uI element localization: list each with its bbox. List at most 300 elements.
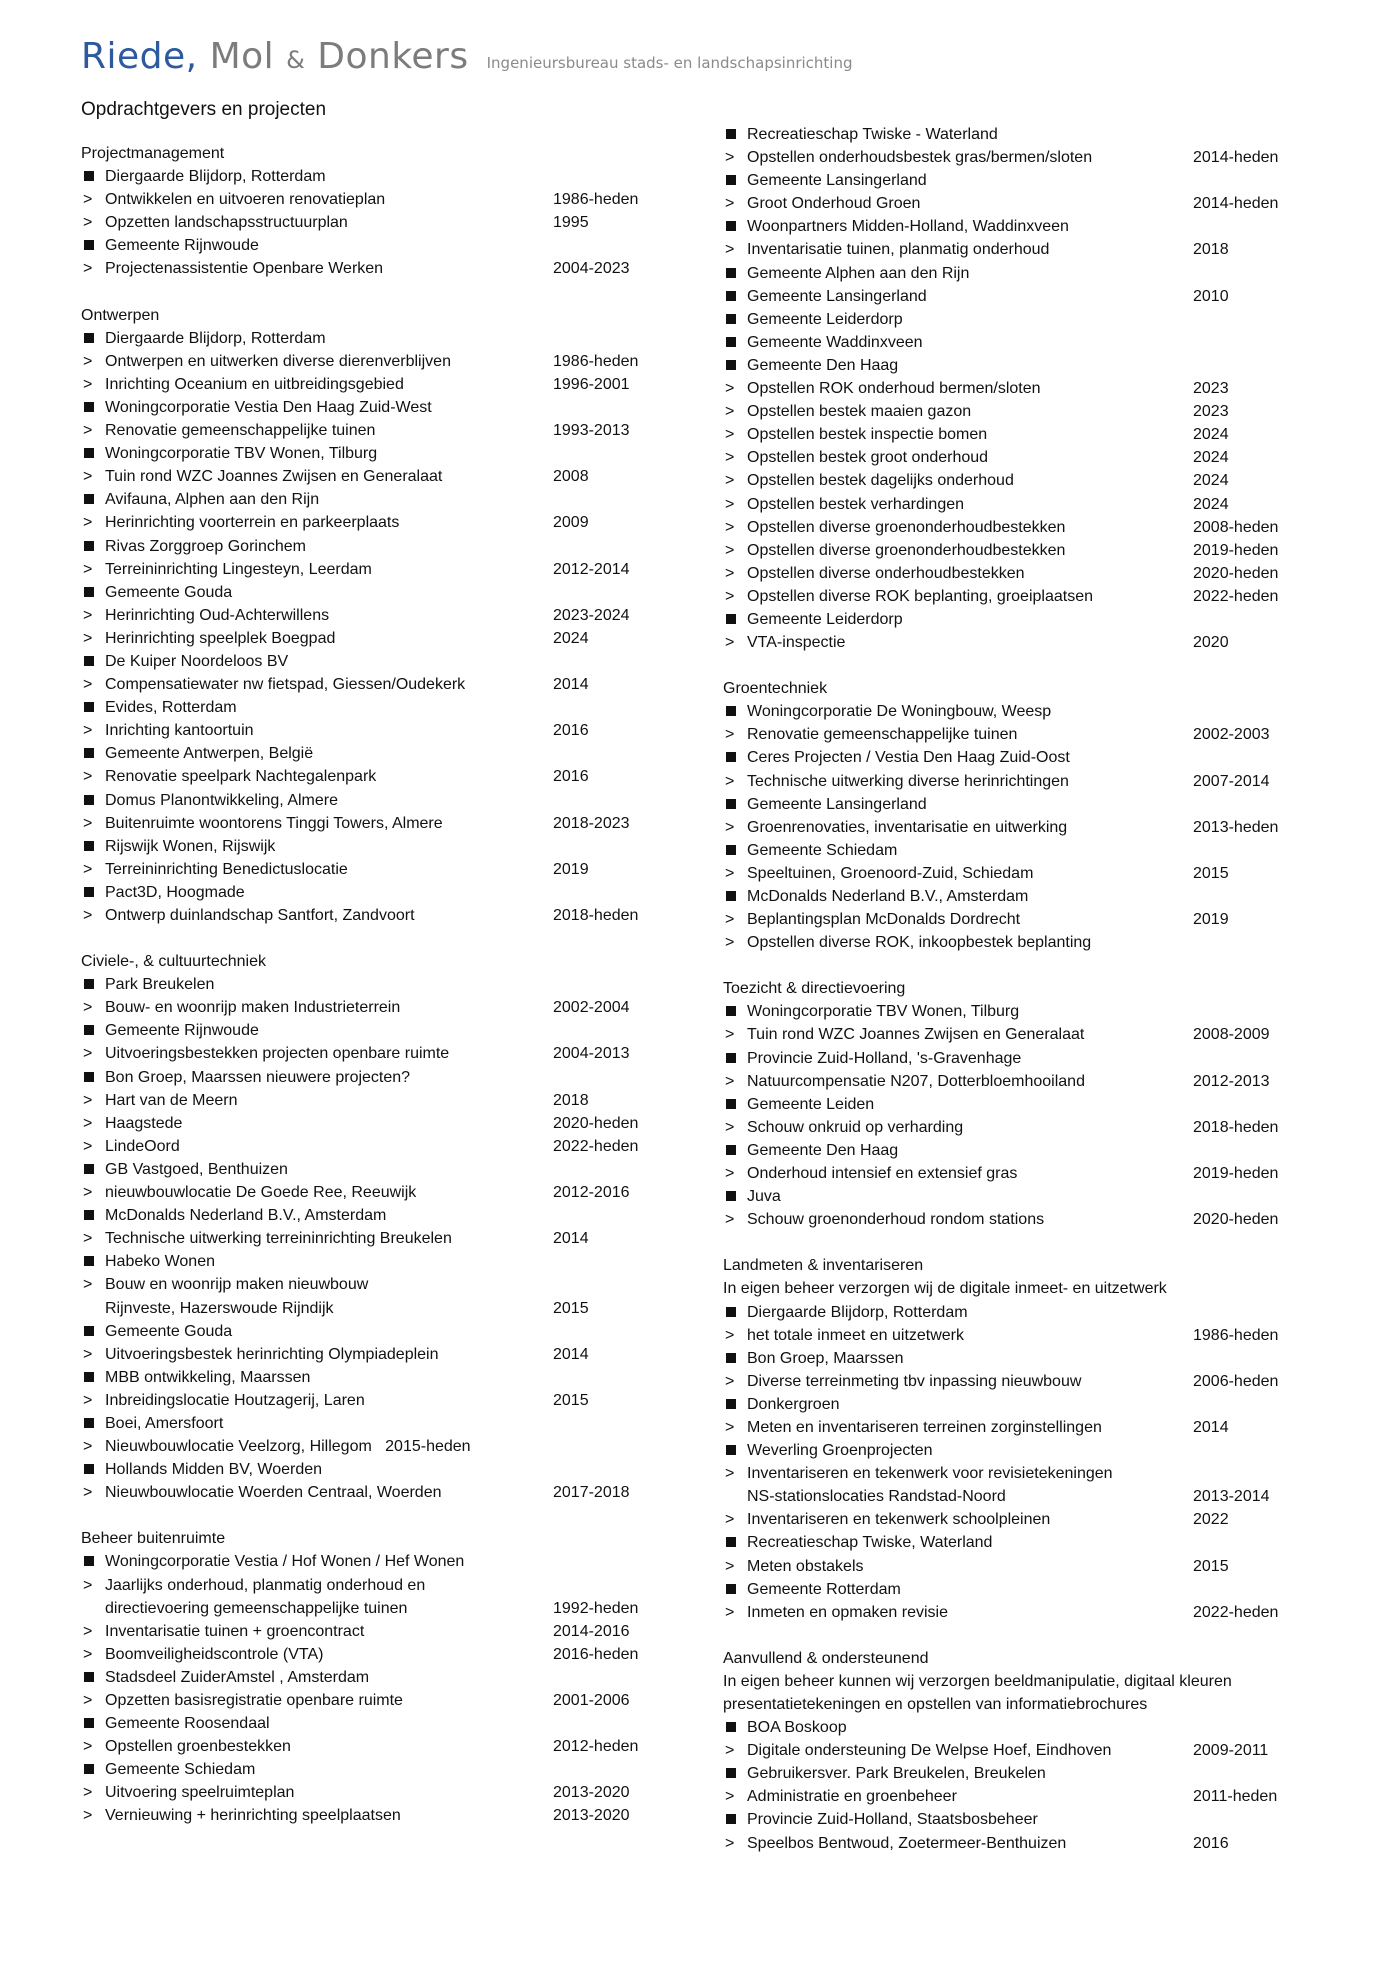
square-bullet-icon	[84, 1418, 94, 1428]
row-years: 2018	[553, 1091, 589, 1109]
arrow-bullet-icon: >	[83, 191, 93, 209]
client-row	[723, 1716, 1323, 1739]
client-row	[81, 1019, 681, 1042]
section-title: Beheer buitenruimte	[81, 1530, 226, 1548]
project-section	[81, 142, 681, 281]
row-years: 2023	[1193, 403, 1229, 421]
row-text: NS-stationslocaties Randstad-Noord	[747, 1488, 1006, 1506]
row-years: 2023-2024	[553, 606, 630, 624]
client-row	[81, 488, 681, 511]
client-row	[723, 354, 1323, 377]
arrow-bullet-icon: >	[83, 722, 93, 740]
project-row	[723, 770, 1323, 793]
square-bullet-icon	[84, 1556, 94, 1566]
row-text: Opstellen bestek inspectie bomen	[747, 426, 988, 444]
row-text: Digitale ondersteuning De Welpse Hoef, Eindhoven	[747, 1742, 1112, 1760]
project-section	[81, 1527, 681, 1827]
row-years: 1986-heden	[553, 352, 639, 370]
project-row	[81, 558, 681, 581]
square-bullet-icon	[726, 799, 736, 809]
row-text: Gemeente Waddinxveen	[747, 333, 923, 351]
project-row	[723, 423, 1323, 446]
client-row	[723, 1393, 1323, 1416]
row-text: McDonalds Nederland B.V., Amsterdam	[747, 888, 1029, 905]
arrow-bullet-icon: >	[83, 1230, 93, 1248]
arrow-bullet-icon: >	[83, 907, 93, 924]
square-bullet-icon	[726, 268, 736, 278]
square-bullet-icon	[726, 1307, 736, 1317]
client-row	[81, 1458, 681, 1481]
client-row	[723, 331, 1323, 354]
logo-mol: Mol	[209, 36, 275, 77]
arrow-bullet-icon: >	[725, 1026, 735, 1044]
arrow-bullet-icon: >	[83, 629, 93, 647]
arrow-bullet-icon: >	[725, 1834, 735, 1852]
row-years: 1993-2013	[553, 422, 630, 440]
row-text: Ontwerp duinlandschap Santfort, Zandvoort	[105, 907, 415, 924]
square-bullet-icon	[726, 891, 736, 901]
row-text: Herinrichting Oud-Achterwillens	[105, 606, 330, 624]
square-bullet-icon	[726, 1145, 736, 1155]
row-text: McDonalds Nederland B.V., Amsterdam	[105, 1207, 387, 1225]
row-text: Pact3D, Hoogmade	[105, 883, 245, 901]
project-row	[81, 1735, 681, 1758]
arrow-bullet-icon: >	[83, 1692, 93, 1709]
square-bullet-icon	[726, 1814, 736, 1824]
row-text: Gemeente Alphen aan den Rijn	[747, 264, 970, 282]
row-text: LindeOord	[105, 1137, 180, 1155]
arrow-bullet-icon: >	[725, 587, 735, 605]
arrow-bullet-icon: >	[83, 352, 93, 370]
client-row	[81, 835, 681, 858]
row-text: Technische uitwerking diverse herinrichtingen	[747, 772, 1069, 790]
row-text: Avifauna, Alphen aan den Rijn	[105, 491, 320, 509]
row-years: 2012-2013	[1193, 1072, 1270, 1090]
row-text: Herinrichting voorterrein en parkeerplaats	[105, 514, 400, 532]
row-years: 2002-2003	[1193, 726, 1270, 744]
project-row	[81, 1481, 681, 1504]
row-text: Ontwikkelen en uitvoeren renovatieplan	[105, 191, 386, 209]
row-years: 2022-heden	[1193, 587, 1279, 605]
square-bullet-icon	[726, 314, 736, 324]
client-row	[81, 234, 681, 257]
project-row	[723, 1832, 1323, 1855]
row-years: 2016	[553, 722, 589, 740]
row-text: het totale inmeet en uitzetwerk	[747, 1326, 965, 1344]
client-row	[81, 535, 681, 558]
square-bullet-icon	[84, 1326, 94, 1336]
row-years: 2015	[553, 1391, 589, 1409]
project-row	[723, 1370, 1323, 1393]
row-years: 2018-2023	[553, 814, 630, 832]
row-text: Gemeente Rotterdam	[747, 1580, 901, 1598]
row-years: 2024	[553, 629, 589, 647]
row-text: VTA-inspectie	[747, 634, 846, 652]
row-text: Uitvoering speelruimteplan	[105, 1784, 295, 1802]
row-years: 2011-heden	[1193, 1788, 1278, 1806]
section-title: Projectmanagement	[81, 145, 225, 162]
row-text: Opstellen diverse onderhoudbestekken	[747, 564, 1025, 582]
arrow-bullet-icon: >	[83, 422, 93, 440]
row-text: Opstellen diverse ROK, inkoopbestek beplanting	[747, 934, 1092, 952]
project-row	[723, 1739, 1323, 1762]
row-text: Gemeente Gouda	[105, 1322, 233, 1340]
project-row	[723, 1023, 1323, 1046]
row-text: Inventariseren en tekenwerk schoolpleinen	[747, 1511, 1051, 1529]
row-text: Woonpartners Midden-Holland, Waddinxveen	[747, 218, 1069, 236]
client-row	[723, 1139, 1323, 1162]
right-column	[723, 123, 1323, 1878]
row-text: Gebruikersver. Park Breukelen, Breukelen	[747, 1765, 1046, 1783]
row-text: Evides, Rotterdam	[105, 699, 237, 717]
arrow-bullet-icon: >	[725, 1118, 735, 1136]
row-text: Gemeente Leiderdorp	[747, 310, 903, 328]
project-row	[723, 1324, 1323, 1347]
arrow-bullet-icon: >	[83, 1114, 93, 1132]
client-row	[723, 746, 1323, 769]
row-years: 2024	[1193, 449, 1229, 467]
row-text: Gemeente Roosendaal	[105, 1715, 270, 1733]
arrow-bullet-icon: >	[83, 260, 93, 278]
row-text: MBB ontwikkeling, Maarssen	[105, 1368, 311, 1386]
logo-riede: Riede,	[81, 36, 198, 77]
square-bullet-icon	[726, 175, 736, 185]
row-years: 2008	[553, 468, 589, 486]
client-row	[723, 1439, 1323, 1462]
project-row	[81, 996, 681, 1019]
row-text: Gemeente Schiedam	[105, 1761, 256, 1779]
page-title: Opdrachtgevers en projecten	[81, 99, 327, 120]
arrow-bullet-icon: >	[83, 860, 93, 878]
row-text: Jaarlijks onderhoud, planmatig onderhoud en	[105, 1576, 426, 1594]
row-text: Renovatie gemeenschappelijke tuinen	[105, 422, 376, 440]
arrow-bullet-icon: >	[725, 1165, 735, 1183]
project-row-continued	[81, 1297, 681, 1320]
arrow-bullet-icon: >	[83, 768, 93, 786]
client-row	[81, 396, 681, 419]
row-text: Gemeente Leiderdorp	[747, 610, 903, 628]
square-bullet-icon	[84, 748, 94, 758]
row-text: Bouw- en woonrijp maken Industrieterrein	[105, 999, 401, 1017]
client-row	[723, 1000, 1323, 1023]
row-text: Nieuwbouwlocatie Veelzorg, Hillegom	[105, 1438, 372, 1456]
client-row	[723, 885, 1323, 908]
row-text: Terreininrichting Benedictuslocatie	[105, 860, 348, 878]
project-row	[81, 465, 681, 488]
client-row	[723, 123, 1323, 146]
row-years: 2020	[1193, 634, 1229, 652]
row-text: Compensatiewater nw fietspad, Giessen/Oudekerk	[105, 676, 466, 694]
square-bullet-icon	[726, 360, 736, 370]
arrow-bullet-icon: >	[725, 380, 735, 398]
arrow-bullet-icon: >	[725, 1788, 735, 1806]
arrow-bullet-icon: >	[83, 606, 93, 624]
client-row	[723, 1762, 1323, 1785]
row-text: Gemeente Den Haag	[747, 356, 899, 374]
row-years: 2012-2014	[553, 560, 630, 578]
client-row	[81, 1666, 681, 1689]
arrow-bullet-icon: >	[83, 1045, 93, 1063]
arrow-bullet-icon: >	[83, 999, 93, 1017]
project-row-continued	[723, 1485, 1323, 1508]
row-text: Renovatie gemeenschappelijke tuinen	[747, 726, 1018, 744]
arrow-bullet-icon: >	[83, 1184, 93, 1202]
square-bullet-icon	[84, 1025, 94, 1035]
row-text: Park Breukelen	[105, 976, 215, 994]
row-text: Rijnveste, Hazerswoude Rijndijk	[105, 1299, 334, 1317]
row-text: Onderhoud intensief en extensief gras	[747, 1165, 1018, 1183]
client-row	[81, 1550, 681, 1573]
row-text: Diergaarde Blijdorp, Rotterdam	[747, 1303, 968, 1321]
square-bullet-icon	[726, 1722, 736, 1732]
row-text: Schouw groenonderhoud rondom stations	[747, 1211, 1045, 1229]
arrow-bullet-icon: >	[725, 1211, 735, 1229]
arrow-bullet-icon: >	[725, 241, 735, 259]
arrow-bullet-icon: >	[725, 726, 735, 744]
logo-ampersand: &	[286, 46, 306, 74]
row-text: In eigen beheer kunnen wij verzorgen beeldmanipulatie, digitaal kleuren	[723, 1672, 1232, 1690]
row-years: 2019	[553, 860, 589, 878]
arrow-bullet-icon: >	[83, 1576, 93, 1594]
project-row	[723, 377, 1323, 400]
arrow-bullet-icon: >	[725, 772, 735, 790]
project-row	[723, 400, 1323, 423]
project-row	[723, 469, 1323, 492]
client-row	[723, 608, 1323, 631]
client-row	[81, 327, 681, 350]
client-row	[723, 1808, 1323, 1831]
square-bullet-icon	[84, 1210, 94, 1220]
arrow-bullet-icon: >	[725, 864, 735, 882]
row-text: Inventarisatie tuinen + groencontract	[105, 1622, 365, 1640]
square-bullet-icon	[84, 1718, 94, 1728]
project-row-continued	[81, 1597, 681, 1620]
client-row	[81, 650, 681, 673]
row-text: directievoering gemeenschappelijke tuinen	[105, 1599, 408, 1617]
client-row	[723, 1301, 1323, 1324]
row-text: Inventariseren en tekenwerk voor revisietekeningen	[747, 1465, 1113, 1483]
square-bullet-icon	[726, 1006, 736, 1016]
square-bullet-icon	[84, 448, 94, 458]
row-text: Gemeente Antwerpen, België	[105, 745, 314, 763]
row-text: Groot Onderhoud Groen	[747, 195, 921, 213]
row-text: Opzetten basisregistratie openbare ruimte	[105, 1692, 403, 1709]
project-row	[81, 1643, 681, 1666]
arrow-bullet-icon: >	[725, 934, 735, 952]
arrow-bullet-icon: >	[725, 1326, 735, 1344]
project-row	[723, 1208, 1323, 1231]
client-row	[81, 1250, 681, 1273]
client-row	[81, 696, 681, 719]
row-text: Administratie en groenbeheer	[747, 1788, 957, 1806]
row-years: 1986-heden	[553, 191, 639, 209]
row-years: 2016	[1193, 1834, 1229, 1852]
row-years: 2017-2018	[553, 1484, 630, 1502]
project-row	[723, 816, 1323, 839]
project-section	[81, 304, 681, 928]
arrow-bullet-icon: >	[83, 1438, 93, 1456]
arrow-bullet-icon: >	[83, 1807, 93, 1825]
square-bullet-icon	[84, 171, 94, 181]
arrow-bullet-icon: >	[83, 468, 93, 486]
arrow-bullet-icon: >	[725, 541, 735, 559]
row-text: Woningcorporatie Vestia Den Haag Zuid-West	[105, 398, 432, 416]
project-row	[81, 211, 681, 234]
square-bullet-icon	[726, 614, 736, 624]
square-bullet-icon	[84, 887, 94, 897]
arrow-bullet-icon: >	[83, 214, 93, 232]
square-bullet-icon	[726, 291, 736, 301]
client-row	[723, 169, 1323, 192]
section-title: Civiele-, & cultuurtechniek	[81, 953, 266, 971]
square-bullet-icon	[84, 1072, 94, 1082]
arrow-bullet-icon: >	[83, 514, 93, 532]
row-text: Opstellen bestek groot onderhoud	[747, 449, 989, 467]
row-years: 2014-heden	[1193, 149, 1279, 167]
project-row	[723, 1462, 1323, 1485]
row-text: Gemeente Lansingerland	[747, 795, 927, 813]
client-row	[81, 581, 681, 604]
project-row	[81, 904, 681, 927]
row-text: Weverling Groenprojecten	[747, 1442, 933, 1460]
row-text: Gemeente Den Haag	[747, 1141, 899, 1159]
arrow-bullet-icon: >	[725, 495, 735, 513]
client-row	[723, 793, 1323, 816]
row-years-inline: 2015-heden	[371, 1438, 471, 1456]
project-row	[81, 1181, 681, 1204]
client-row	[723, 285, 1323, 308]
client-row	[81, 1204, 681, 1227]
square-bullet-icon	[726, 706, 736, 716]
row-text: Vernieuwing + herinrichting speelplaatsen	[105, 1807, 401, 1825]
row-text: Technische uitwerking terreininrichting Breukelen	[105, 1230, 452, 1248]
row-years: 2008-heden	[1193, 518, 1279, 536]
row-text: Schouw onkruid op verharding	[747, 1118, 964, 1136]
project-row	[81, 719, 681, 742]
project-row	[723, 585, 1323, 608]
row-text: Hart van de Meern	[105, 1091, 238, 1109]
square-bullet-icon	[84, 795, 94, 805]
row-years: 2014	[553, 1345, 589, 1363]
row-text: Haagstede	[105, 1114, 183, 1132]
project-row	[723, 1070, 1323, 1093]
row-years: 2009	[553, 514, 589, 532]
row-years: 2023	[1193, 380, 1229, 398]
logo-donkers: Donkers	[317, 36, 469, 77]
row-years: 2012-2016	[553, 1184, 630, 1202]
project-row	[723, 1508, 1323, 1531]
client-row	[723, 1531, 1323, 1554]
row-years: 2020-heden	[553, 1114, 639, 1132]
project-section	[723, 677, 1323, 954]
project-row	[81, 627, 681, 650]
arrow-bullet-icon: >	[725, 1603, 735, 1621]
row-text: Diergaarde Blijdorp, Rotterdam	[105, 329, 326, 347]
project-row	[723, 631, 1323, 654]
project-row	[723, 908, 1323, 931]
row-text: Tuin rond WZC Joannes Zwijsen en Generalaat	[747, 1026, 1085, 1044]
row-years: 2008-2009	[1193, 1026, 1270, 1044]
row-years: 2022	[1193, 1511, 1229, 1529]
row-text: Rijswijk Wonen, Rijswijk	[105, 837, 276, 855]
row-text: Nieuwbouwlocatie Woerden Centraal, Woerden	[105, 1484, 442, 1502]
arrow-bullet-icon: >	[725, 403, 735, 421]
row-text: Gemeente Leiden	[747, 1095, 875, 1113]
square-bullet-icon	[84, 541, 94, 551]
section-note	[723, 1277, 1323, 1300]
row-years: 2022-heden	[553, 1137, 639, 1155]
row-text: Provincie Zuid-Holland, 's-Gravenhage	[747, 1049, 1022, 1067]
row-years: 2009-2011	[1193, 1742, 1269, 1760]
square-bullet-icon	[726, 129, 736, 139]
row-years: 2015	[1193, 864, 1229, 882]
row-text: Hollands Midden BV, Woerden	[105, 1461, 323, 1479]
row-text: Gemeente Rijnwoude	[105, 1022, 259, 1040]
row-text: Inventarisatie tuinen, planmatig onderhoud	[747, 241, 1050, 259]
arrow-bullet-icon: >	[725, 564, 735, 582]
row-text: Beplantingsplan McDonalds Dordrecht	[747, 911, 1021, 929]
row-text: Buitenruimte woontorens Tinggi Towers, Almere	[105, 814, 443, 832]
row-years: 2019	[1193, 911, 1229, 929]
row-text: In eigen beheer verzorgen wij de digitale inmeet- en uitzetwerk	[723, 1280, 1167, 1298]
arrow-bullet-icon: >	[725, 426, 735, 444]
row-years: 2016-heden	[553, 1645, 639, 1663]
row-text: presentatietekeningen en opstellen van informatiebrochures	[723, 1696, 1148, 1713]
arrow-bullet-icon: >	[83, 814, 93, 832]
square-bullet-icon	[726, 1099, 736, 1109]
arrow-bullet-icon: >	[83, 1622, 93, 1640]
client-row	[723, 308, 1323, 331]
section-note	[723, 1670, 1323, 1693]
row-years: 2014	[1193, 1418, 1229, 1436]
client-row	[81, 1758, 681, 1781]
client-row	[723, 700, 1323, 723]
project-row	[81, 188, 681, 211]
row-text: Boei, Amersfoort	[105, 1414, 224, 1432]
row-years: 2014-2016	[553, 1622, 630, 1640]
row-text: Speelbos Bentwoud, Zoetermeer-Benthuizen	[747, 1834, 1067, 1852]
arrow-bullet-icon: >	[725, 818, 735, 836]
arrow-bullet-icon: >	[83, 1738, 93, 1756]
row-years: 2013-2014	[1193, 1488, 1270, 1506]
row-text: Opstellen groenbestekken	[105, 1738, 291, 1756]
row-years: 1995	[553, 214, 589, 232]
square-bullet-icon	[84, 240, 94, 250]
row-text: Meten en inventariseren terreinen zorginstellingen	[747, 1418, 1102, 1436]
row-years: 2007-2014	[1193, 772, 1270, 790]
row-text: Woningcorporatie TBV Wonen, Tilburg	[747, 1003, 1020, 1021]
row-years: 1992-heden	[553, 1599, 639, 1617]
square-bullet-icon	[726, 1584, 736, 1594]
square-bullet-icon	[726, 752, 736, 762]
arrow-bullet-icon: >	[725, 1465, 735, 1483]
row-text: Terreininrichting Lingesteyn, Leerdam	[105, 560, 372, 578]
row-text: Provincie Zuid-Holland, Staatsbosbeheer	[747, 1811, 1038, 1829]
row-text: Opstellen onderhoudsbestek gras/bermen/sloten	[747, 149, 1093, 167]
project-row	[81, 1574, 681, 1597]
project-row	[723, 862, 1323, 885]
arrow-bullet-icon: >	[83, 1091, 93, 1109]
project-row	[723, 493, 1323, 516]
client-row	[723, 215, 1323, 238]
row-text: Inbreidingslocatie Houtzagerij, Laren	[105, 1391, 365, 1409]
row-text: Opstellen diverse ROK beplanting, groeiplaatsen	[747, 587, 1093, 605]
project-row	[81, 1112, 681, 1135]
row-text: Woningcorporatie Vestia / Hof Wonen / Hef Wonen	[105, 1553, 465, 1571]
row-text: Inmeten en opmaken revisie	[747, 1603, 948, 1621]
arrow-bullet-icon: >	[83, 1276, 93, 1294]
row-years: 2018	[1193, 241, 1229, 259]
